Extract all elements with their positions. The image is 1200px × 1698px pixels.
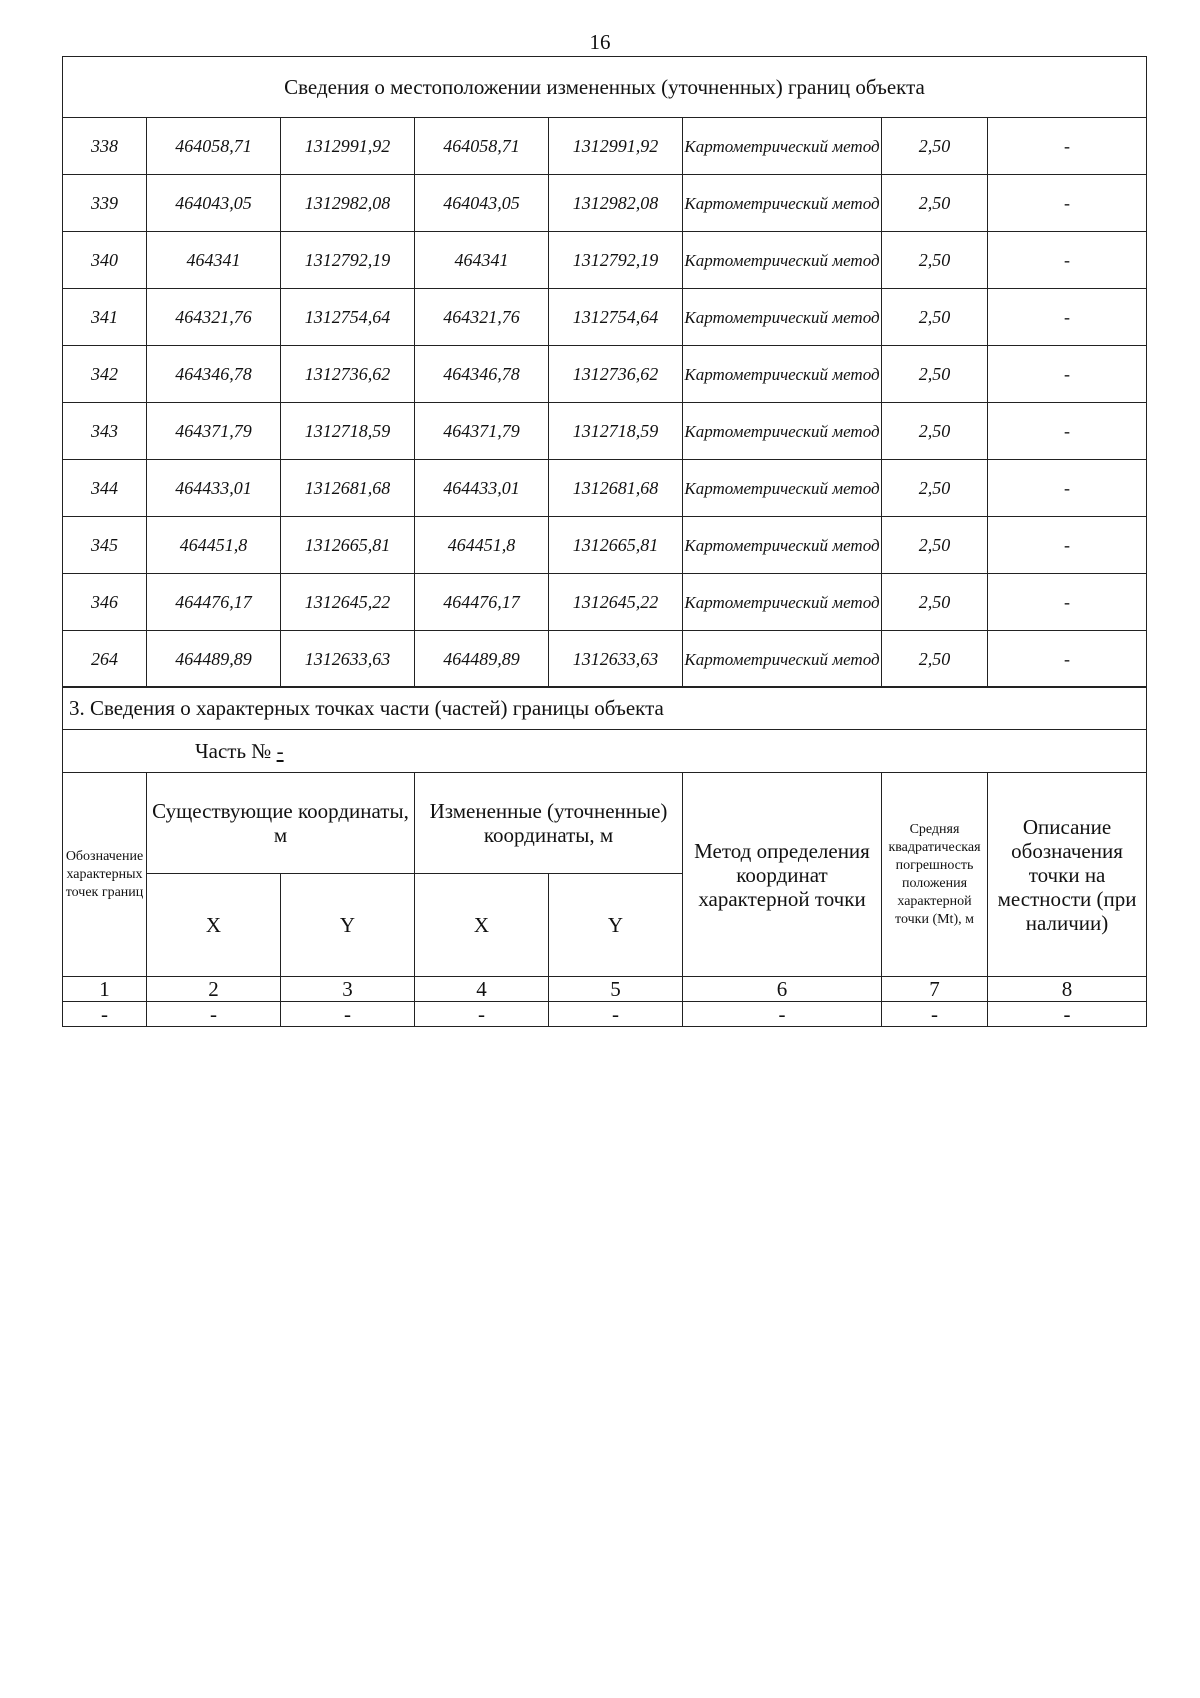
cell-point: 344 — [63, 460, 147, 517]
column-number: 7 — [882, 977, 988, 1002]
cell-description: - — [988, 517, 1147, 574]
cell-x-changed: 464321,76 — [415, 289, 549, 346]
cell-method: Картометрический метод — [683, 460, 882, 517]
cell-y-changed: 1312645,22 — [549, 574, 683, 631]
cell-method: Картометрический метод — [683, 232, 882, 289]
cell-x-existing: 464346,78 — [147, 346, 281, 403]
part-number-row — [63, 730, 1147, 773]
page-number: 16 — [589, 30, 611, 54]
column-numbers-row — [63, 977, 1147, 1002]
cell-y-existing: 1312736,62 — [281, 346, 415, 403]
cell-mt: 2,50 — [882, 289, 988, 346]
header-y-changed: Y — [549, 874, 683, 977]
cell-y-changed: 1312718,59 — [549, 403, 683, 460]
cell-mt: 2,50 — [882, 346, 988, 403]
cell-description: - — [988, 631, 1147, 688]
cell-point: 264 — [63, 631, 147, 688]
cell-point: 342 — [63, 346, 147, 403]
cell-method: Картометрический метод — [683, 517, 882, 574]
header-mt: Средняя квадратическая погрешность положения характерной точки (Mt), м — [882, 773, 988, 977]
cell-description: - — [988, 175, 1147, 232]
table-row — [63, 118, 1147, 175]
cell-point: 338 — [63, 118, 147, 175]
cell-description: - — [988, 346, 1147, 403]
parts-table — [62, 686, 1147, 1027]
header-y-existing: Y — [281, 874, 415, 977]
cell-point: 339 — [63, 175, 147, 232]
cell-point: 345 — [63, 517, 147, 574]
table-row — [63, 289, 1147, 346]
header-point-designation: Обозначение характерных точек границ — [63, 773, 147, 977]
empty-cell: - — [147, 1002, 281, 1027]
cell-y-existing: 1312718,59 — [281, 403, 415, 460]
cell-description: - — [988, 289, 1147, 346]
cell-x-changed: 464371,79 — [415, 403, 549, 460]
cell-x-changed: 464476,17 — [415, 574, 549, 631]
table-caption: Сведения о местоположении измененных (уточненных) границ объекта — [63, 57, 1147, 118]
cell-x-existing: 464451,8 — [147, 517, 281, 574]
cell-mt: 2,50 — [882, 403, 988, 460]
column-number: 5 — [549, 977, 683, 1002]
empty-cell: - — [281, 1002, 415, 1027]
cell-x-existing: 464043,05 — [147, 175, 281, 232]
cell-y-changed: 1312665,81 — [549, 517, 683, 574]
cell-x-changed: 464451,8 — [415, 517, 549, 574]
header-x-changed: X — [415, 874, 549, 977]
cell-method: Картометрический метод — [683, 631, 882, 688]
column-number: 6 — [683, 977, 882, 1002]
cell-mt: 2,50 — [882, 460, 988, 517]
cell-x-changed: 464346,78 — [415, 346, 549, 403]
cell-x-existing: 464341 — [147, 232, 281, 289]
cell-x-existing: 464371,79 — [147, 403, 281, 460]
cell-x-existing: 464058,71 — [147, 118, 281, 175]
empty-data-row — [63, 1002, 1147, 1027]
header-description: Описание обозначения точки на местности (при наличии) — [988, 773, 1147, 977]
cell-x-existing: 464321,76 — [147, 289, 281, 346]
part-value: - — [276, 738, 284, 763]
cell-x-changed: 464058,71 — [415, 118, 549, 175]
cell-mt: 2,50 — [882, 517, 988, 574]
column-number: 3 — [281, 977, 415, 1002]
column-number: 4 — [415, 977, 549, 1002]
cell-x-existing: 464433,01 — [147, 460, 281, 517]
cell-point: 340 — [63, 232, 147, 289]
table-row — [63, 517, 1147, 574]
table-row — [63, 403, 1147, 460]
empty-cell: - — [549, 1002, 683, 1027]
header-method: Метод определения координат характерной точки — [683, 773, 882, 977]
cell-description: - — [988, 118, 1147, 175]
cell-y-existing: 1312754,64 — [281, 289, 415, 346]
table-row — [63, 346, 1147, 403]
cell-y-existing: 1312982,08 — [281, 175, 415, 232]
empty-cell: - — [988, 1002, 1147, 1027]
cell-x-existing: 464489,89 — [147, 631, 281, 688]
cell-y-existing: 1312991,92 — [281, 118, 415, 175]
table-row — [63, 574, 1147, 631]
cell-method: Картометрический метод — [683, 175, 882, 232]
cell-y-changed: 1312991,92 — [549, 118, 683, 175]
cell-y-existing: 1312645,22 — [281, 574, 415, 631]
cell-point: 341 — [63, 289, 147, 346]
cell-mt: 2,50 — [882, 631, 988, 688]
cell-point: 343 — [63, 403, 147, 460]
cell-x-changed: 464043,05 — [415, 175, 549, 232]
cell-y-existing: 1312792,19 — [281, 232, 415, 289]
cell-mt: 2,50 — [882, 232, 988, 289]
cell-y-existing: 1312665,81 — [281, 517, 415, 574]
table-row — [63, 175, 1147, 232]
table-row — [63, 631, 1147, 688]
cell-mt: 2,50 — [882, 175, 988, 232]
cell-method: Картометрический метод — [683, 403, 882, 460]
cell-y-existing: 1312681,68 — [281, 460, 415, 517]
cell-method: Картометрический метод — [683, 118, 882, 175]
part-label: Часть № — [195, 738, 272, 763]
cell-mt: 2,50 — [882, 574, 988, 631]
cell-x-changed: 464341 — [415, 232, 549, 289]
cell-method: Картометрический метод — [683, 346, 882, 403]
empty-cell: - — [63, 1002, 147, 1027]
cell-method: Картометрический метод — [683, 574, 882, 631]
cell-x-changed: 464433,01 — [415, 460, 549, 517]
cell-y-existing: 1312633,63 — [281, 631, 415, 688]
cell-y-changed: 1312681,68 — [549, 460, 683, 517]
cell-x-changed: 464489,89 — [415, 631, 549, 688]
cell-description: - — [988, 460, 1147, 517]
column-number: 1 — [63, 977, 147, 1002]
column-number: 2 — [147, 977, 281, 1002]
cell-y-changed: 1312736,62 — [549, 346, 683, 403]
cell-y-changed: 1312792,19 — [549, 232, 683, 289]
cell-y-changed: 1312982,08 — [549, 175, 683, 232]
cell-mt: 2,50 — [882, 118, 988, 175]
cell-y-changed: 1312633,63 — [549, 631, 683, 688]
empty-cell: - — [415, 1002, 549, 1027]
cell-x-existing: 464476,17 — [147, 574, 281, 631]
table-row — [63, 232, 1147, 289]
cell-description: - — [988, 232, 1147, 289]
table-row — [63, 460, 1147, 517]
empty-cell: - — [683, 1002, 882, 1027]
empty-cell: - — [882, 1002, 988, 1027]
boundaries-table — [62, 56, 1147, 688]
cell-method: Картометрический метод — [683, 289, 882, 346]
cell-description: - — [988, 403, 1147, 460]
cell-description: - — [988, 574, 1147, 631]
header-x-existing: X — [147, 874, 281, 977]
header-existing-coords: Существующие координаты, м — [147, 773, 415, 874]
section-heading: 3. Сведения о характерных точках части (частей) границы объекта — [63, 687, 1147, 730]
cell-point: 346 — [63, 574, 147, 631]
cell-y-changed: 1312754,64 — [549, 289, 683, 346]
header-changed-coords: Измененные (уточненные) координаты, м — [415, 773, 683, 874]
column-number: 8 — [988, 977, 1147, 1002]
